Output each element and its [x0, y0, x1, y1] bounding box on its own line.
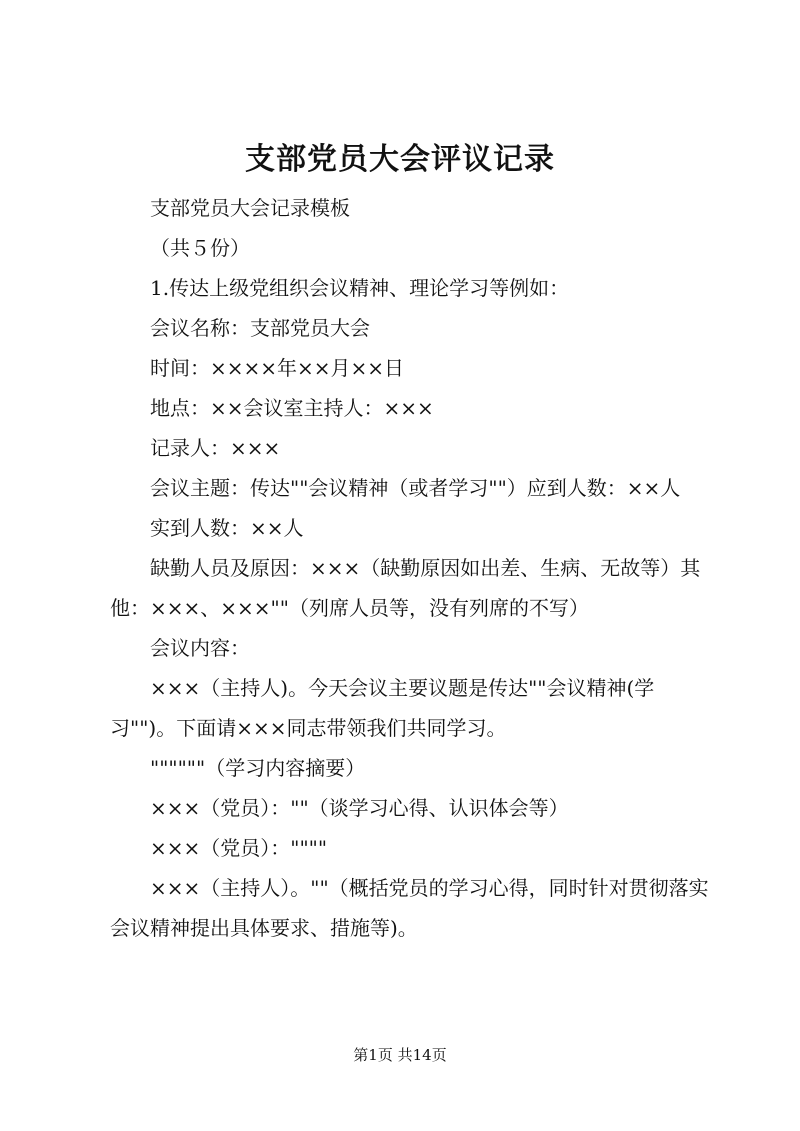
- paragraph-member-2: ×××（党员）："""": [150, 836, 328, 860]
- paragraph-meeting-time: 时间：××××年××月××日: [150, 356, 405, 380]
- paragraph-attendance: 实到人数：××人: [150, 516, 304, 540]
- paragraph-meeting-content-label: 会议内容：: [150, 636, 250, 660]
- document-body: [110, 188, 710, 948]
- paragraph-host-closing: ×××（主持人）。""（概括党员的学习心得，同时针对贯彻落实会议精神提出具体要求、措施等)。: [110, 876, 709, 940]
- paragraph-copies: （共５份）: [150, 236, 250, 260]
- paragraph-section-1: 1.传达上级党组织会议精神、理论学习等例如：: [150, 276, 570, 300]
- paragraph-meeting-theme: 会议主题：传达""会议精神（或者学习""）应到人数：××人: [150, 476, 681, 500]
- paragraph-meeting-location: 地点：××会议室主持人：×××: [150, 396, 434, 420]
- paragraph-template-name: 支部党员大会记录模板: [150, 196, 350, 220]
- paragraph-summary: """"""（学习内容摘要）: [150, 756, 366, 780]
- paragraph-absence: 缺勤人员及原因：×××（缺勤原因如出差、生病、无故等）其他：×××、×××""（列席人员等，没有列席的不写）: [110, 556, 701, 620]
- document-title: 支部党员大会评议记录: [245, 142, 555, 177]
- paragraph-meeting-name: 会议名称：支部党员大会: [150, 316, 370, 340]
- paragraph-member-1: ×××（党员）：""（谈学习心得、认识体会等）: [150, 796, 569, 820]
- paragraph-host-opening: ×××（主持人)。今天会议主要议题是传达""会议精神(学习"")。下面请×××同志带领我们共同学习。: [110, 676, 655, 740]
- page-number-footer: 第1页 共14页: [353, 1046, 447, 1064]
- paragraph-recorder: 记录人：×××: [150, 436, 281, 460]
